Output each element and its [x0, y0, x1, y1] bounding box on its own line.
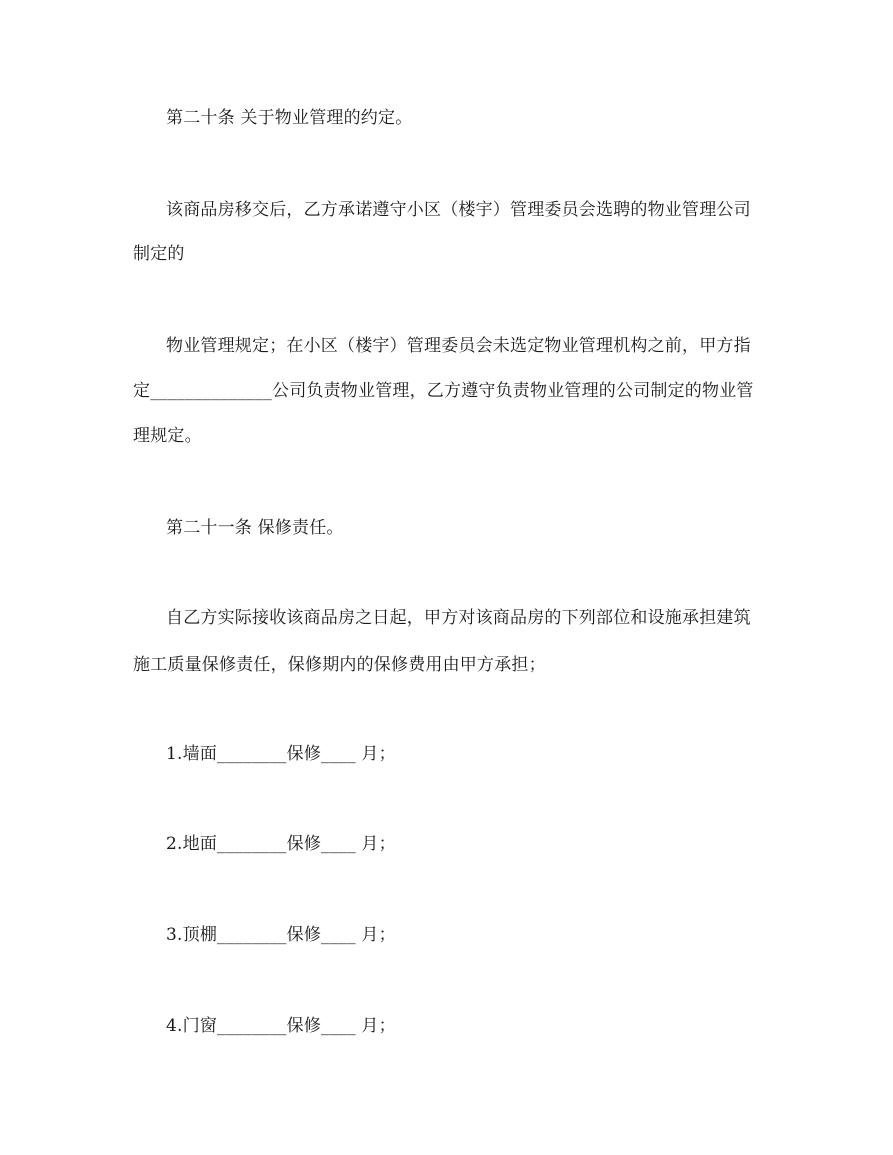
article-20-paragraph-2-line-1: 物业管理规定；在小区（楼宇）管理委员会未选定物业管理机构之前，甲方指	[166, 336, 751, 356]
warranty-item-doors-windows: 4.门窗________保修____ 月；	[166, 1016, 396, 1036]
warranty-item-floor: 2.地面________保修____ 月；	[166, 834, 396, 854]
article-21-paragraph-1-line-2: 施工质量保修责任，保修期内的保修费用由甲方承担；	[133, 655, 546, 675]
article-20-paragraph-2-line-2: 定______________公司负责物业管理，乙方遵守负责物业管理的公司制定的物业管	[133, 381, 754, 401]
article-20-paragraph-2-line-3: 理规定。	[133, 426, 202, 446]
article-20-heading: 第二十条 关于物业管理的约定。	[166, 108, 413, 128]
article-21-heading: 第二十一条 保修责任。	[166, 518, 344, 538]
warranty-item-ceiling: 3.顶棚________保修____ 月；	[166, 925, 396, 945]
article-20-paragraph-1-line-2: 制定的	[133, 244, 185, 264]
article-20-paragraph-1-line-1: 该商品房移交后，乙方承诺遵守小区（楼宇）管理委员会选聘的物业管理公司	[166, 200, 751, 220]
warranty-item-wall: 1.墙面________保修____ 月；	[166, 744, 396, 764]
article-21-paragraph-1-line-1: 自乙方实际接收该商品房之日起，甲方对该商品房的下列部位和设施承担建筑	[166, 608, 751, 628]
